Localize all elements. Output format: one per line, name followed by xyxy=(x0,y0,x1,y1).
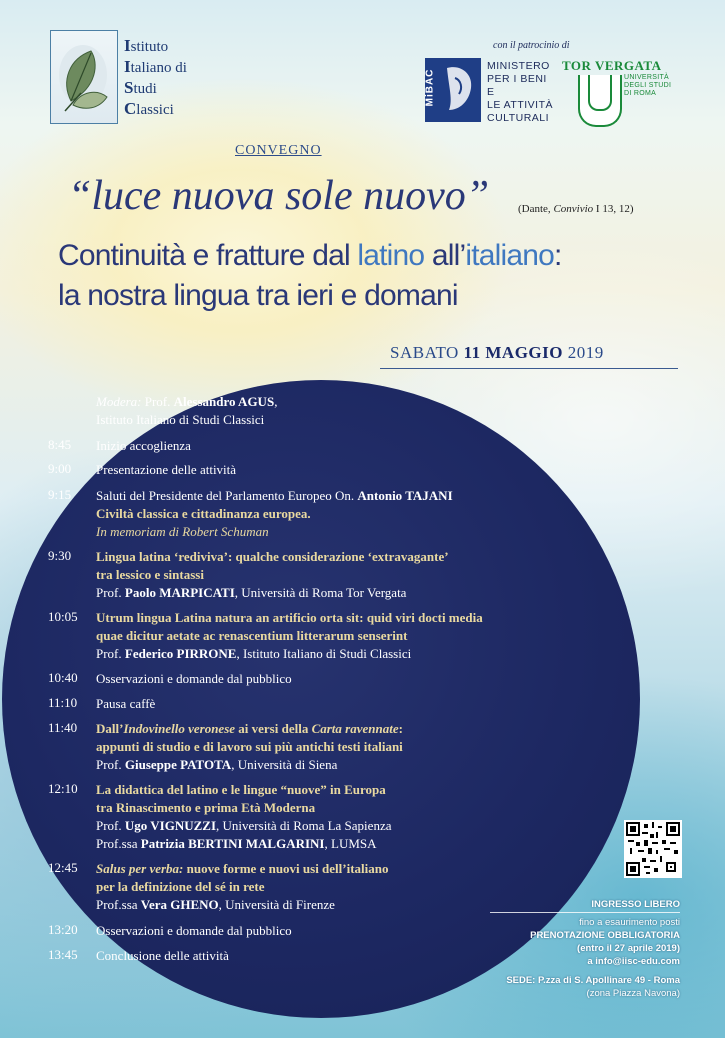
talk-title: La didattica del latino e le lingue “nuove” in Europa xyxy=(96,782,386,797)
program-text: Osservazioni e domande dal pubblico xyxy=(96,671,292,686)
event-quote: “luce nuova sole nuovo” xyxy=(68,173,490,219)
moderator-title: Prof. xyxy=(141,394,174,409)
initial-s: S xyxy=(124,78,134,97)
ref-prefix: (Dante, xyxy=(518,203,554,215)
ministry-name xyxy=(487,60,555,125)
speaker-title: Prof. xyxy=(96,818,125,833)
ref-suffix: I 13, 12) xyxy=(593,203,634,215)
talk-title: nuove forme e nuovi usi dell’italiano xyxy=(183,861,389,876)
program-time: 10:05 xyxy=(48,609,78,624)
date-divider xyxy=(380,368,678,369)
name-line-4: lassici xyxy=(136,102,174,118)
ministry-line: PER I BENI E xyxy=(487,73,547,98)
university-line: DI ROMA xyxy=(624,90,657,97)
program-time: 10:40 xyxy=(48,670,78,685)
entry-note: fino a esaurimento posti xyxy=(579,917,680,928)
booking-deadline: (entro il 27 aprile 2019) xyxy=(577,943,680,954)
talk-title: appunti di studio e di lavoro sui più antichi testi italiani xyxy=(96,739,403,754)
ministry-line: CULTURALI xyxy=(487,112,550,124)
program-text: Presentazione delle attività xyxy=(96,462,237,477)
institute-logo xyxy=(50,30,190,124)
talk-title-italic: Indovinello veronese xyxy=(123,721,236,736)
program-text: Conclusione delle attività xyxy=(96,948,229,963)
talk-title: Dall’ xyxy=(96,721,124,736)
university-title: TOR VERGATA xyxy=(562,58,662,73)
initial-i: I xyxy=(124,57,131,76)
event-subtitle xyxy=(58,236,562,316)
institute-name xyxy=(124,36,187,120)
name-line-3: tudi xyxy=(133,81,157,97)
speaker-name: Vera GHENO xyxy=(140,897,219,912)
ref-work: Convivio xyxy=(553,203,594,215)
university-line: DEGLI STUDI xyxy=(624,82,672,89)
venue-address: SEDE: P.zza di S. Apollinare 49 - Roma xyxy=(506,975,680,986)
program-time: 11:10 xyxy=(48,695,78,710)
venue-note: (zona Piazza Navona) xyxy=(586,988,680,999)
speaker-title: Prof. xyxy=(96,757,125,772)
speaker-affiliation: , Istituto Italiano di Studi Classici xyxy=(236,646,412,661)
program-text: Saluti del Presidente del Parlamento Europeo On. xyxy=(96,488,358,503)
speaker-title: Prof.ssa xyxy=(96,897,141,912)
program-time: 9:30 xyxy=(48,548,72,563)
subtitle-highlight: latino xyxy=(357,239,425,272)
speaker-name: Giuseppe PATOTA xyxy=(124,757,232,772)
talk-title: ai versi della xyxy=(235,721,312,736)
talk-title: Lingua latina ‘rediviva’: qualche considerazione ‘extravagante’ xyxy=(96,549,449,564)
program-time: 12:10 xyxy=(48,781,78,796)
speaker-name: Antonio TAJANI xyxy=(357,488,453,503)
date-year: 2019 xyxy=(563,343,604,362)
patronage-label: con il patrocinio di xyxy=(493,40,570,51)
ministry-line: MINISTERO xyxy=(487,60,550,72)
moderator-name: Alessandro AGUS xyxy=(173,394,275,409)
talk-title: : xyxy=(398,721,403,736)
qr-code[interactable] xyxy=(624,820,682,878)
talk-title: quae dicitur aetate ac renascentium litterarum senserint xyxy=(96,628,408,643)
date-weekday: SABATO xyxy=(390,343,464,362)
university-emblem xyxy=(578,75,622,127)
moderator-suffix: , xyxy=(274,394,278,409)
ministry-line: LE ATTIVITÀ xyxy=(487,99,553,111)
program-time: 8:45 xyxy=(48,437,72,452)
speaker-name: Ugo VIGNUZZI xyxy=(124,818,217,833)
name-line-2: taliano di xyxy=(130,60,187,76)
program-time: 9:15 xyxy=(48,487,72,502)
speaker-title: Prof. xyxy=(96,585,125,600)
speaker-affiliation: , Università di Siena xyxy=(231,757,338,772)
quote-reference xyxy=(518,203,633,215)
subtitle-part: Continuità e fratture dal xyxy=(58,239,358,272)
ministry-logo xyxy=(425,58,555,124)
date-day-month: 11 MAGGIO xyxy=(463,343,563,362)
ministry-emblem xyxy=(425,58,481,122)
university-logo xyxy=(562,58,672,126)
talk-title: tra lessico e sintassi xyxy=(96,567,204,582)
university-subtitle xyxy=(624,74,671,98)
event-kicker: CONVEGNO xyxy=(235,143,322,158)
program-time: 11:40 xyxy=(48,720,78,735)
talk-subtitle: In memoriam di Robert Schuman xyxy=(96,524,269,539)
email-prefix: a xyxy=(587,956,596,967)
speaker-affiliation: , Università di Firenze xyxy=(218,897,335,912)
email-link[interactable]: info@iisc-edu.com xyxy=(595,956,680,967)
talk-title-italic: Carta ravennate xyxy=(311,721,399,736)
program-text: Pausa caffè xyxy=(96,696,156,711)
talk-title: Utrum lingua Latina natura an artificio orta sit: quid viri docti media xyxy=(96,610,483,625)
event-info xyxy=(470,898,680,1000)
event-date xyxy=(390,343,604,363)
university-line: UNIVERSITÀ xyxy=(624,74,670,81)
talk-title: Civiltà classica e cittadinanza europea. xyxy=(96,506,311,521)
program-time: 12:45 xyxy=(48,860,78,875)
speaker-affiliation: , Università di Roma La Sapienza xyxy=(216,818,392,833)
initial-i: I xyxy=(124,36,131,55)
subtitle-highlight: italiano xyxy=(465,239,554,272)
subtitle-part: all’ xyxy=(424,239,466,272)
program-text: Osservazioni e domande dal pubblico xyxy=(96,923,292,938)
moderator-label: Modera: xyxy=(96,394,142,409)
talk-title: per la definizione del sé in rete xyxy=(96,879,265,894)
program-time: 13:20 xyxy=(48,922,78,937)
program-time: 9:00 xyxy=(48,461,72,476)
speaker-affiliation: , LUMSA xyxy=(324,836,377,851)
program-text: Inizio accoglienza xyxy=(96,438,191,453)
speaker-name: Patrizia BERTINI MALGARINI xyxy=(140,836,325,851)
initial-c: C xyxy=(124,99,137,118)
speaker-name: Federico PIRRONE xyxy=(124,646,237,661)
booking-label: PRENOTAZIONE OBBLIGATORIA xyxy=(530,930,680,941)
program-time: 13:45 xyxy=(48,947,78,962)
speaker-title: Prof. xyxy=(96,646,125,661)
leaf-emblem xyxy=(50,30,118,124)
info-divider xyxy=(490,912,680,913)
talk-title-italic: Salus per verba: xyxy=(96,861,184,876)
subtitle-line-2: la nostra lingua tra ieri e domani xyxy=(58,279,458,312)
moderator-affiliation: Istituto Italiano di Studi Classici xyxy=(96,412,265,427)
ministry-acronym: MiBAC xyxy=(424,68,436,107)
speaker-name: Paolo MARPICATI xyxy=(124,585,235,600)
speaker-affiliation: , Università di Roma Tor Vergata xyxy=(234,585,407,600)
subtitle-part: : xyxy=(554,239,562,272)
entry-label: INGRESSO LIBERO xyxy=(591,899,680,910)
name-line-1: stituto xyxy=(130,39,169,55)
talk-title: tra Rinascimento e prima Età Moderna xyxy=(96,800,316,815)
speaker-title: Prof.ssa xyxy=(96,836,141,851)
